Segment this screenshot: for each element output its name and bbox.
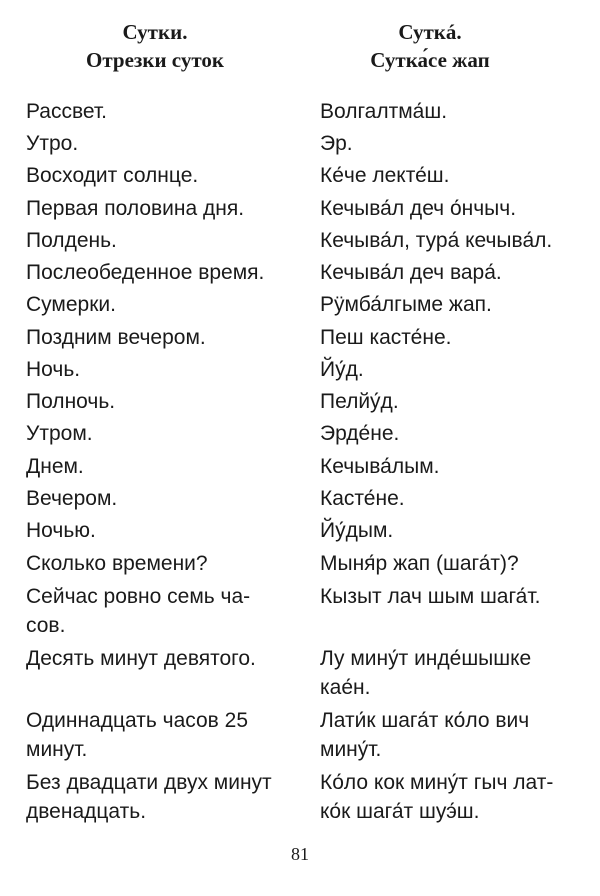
mari-phrase: Волгалтма́ш. bbox=[320, 100, 448, 123]
mari-phrase: Кечыва́л деч вара́. bbox=[320, 261, 502, 284]
mari-phrase: Ко́ло кок мину́т гыч лат- ко́к шага́т шуэ́ш. bbox=[320, 771, 554, 823]
russian-phrase: Утром. bbox=[26, 422, 93, 445]
russian-phrase: Утро. bbox=[26, 132, 79, 155]
russian-phrase: Без двадцати двух минут двенадцать. bbox=[26, 771, 272, 823]
russian-phrase: Сейчас ровно семь ча- сов. bbox=[26, 585, 251, 637]
mari-phrase: Касте́не. bbox=[320, 487, 405, 510]
russian-phrase: Вечером. bbox=[26, 487, 118, 510]
mari-phrase: Лати́к шага́т ко́ло вич мину́т. bbox=[320, 709, 530, 761]
russian-heading-title: Сутки. bbox=[122, 20, 188, 44]
mari-phrase: Кечыва́л, тура́ кечыва́л. bbox=[320, 229, 553, 252]
russian-phrase: Ночь. bbox=[26, 358, 81, 381]
mari-heading-title: Суткá. bbox=[398, 20, 462, 44]
russian-phrase: Десять минут девятого. bbox=[26, 647, 256, 670]
russian-phrase: Одиннадцать часов 25 минут. bbox=[26, 709, 249, 761]
mari-phrase: Кечыва́лым. bbox=[320, 455, 440, 478]
mari-heading-subtitle: Сутка́се жап bbox=[370, 48, 490, 72]
russian-column-header bbox=[40, 18, 270, 74]
russian-phrase: Сумерки. bbox=[26, 293, 116, 316]
russian-phrase: Ночью. bbox=[26, 519, 96, 542]
russian-phrase: Полночь. bbox=[26, 390, 116, 413]
mari-phrase: Йу́дым. bbox=[320, 519, 394, 542]
russian-heading-subtitle: Отрезки суток bbox=[86, 48, 224, 72]
mari-phrase: Кызыт лач шым шага́т. bbox=[320, 585, 541, 608]
mari-phrase: Лу мину́т инде́шышке кае́н. bbox=[320, 647, 532, 699]
russian-phrase: Днем. bbox=[26, 455, 84, 478]
mari-phrase: Ке́че лекте́ш. bbox=[320, 164, 450, 187]
mari-column-header bbox=[300, 18, 560, 74]
mari-phrase: Эрде́не. bbox=[320, 422, 400, 445]
mari-phrase: Кечыва́л деч о́нчыч. bbox=[320, 197, 517, 220]
mari-phrase: Мыня́р жап (шага́т)? bbox=[320, 552, 519, 575]
page-number: 81 bbox=[291, 844, 309, 864]
mari-phrase: Рӱмба́лгыме жап. bbox=[320, 293, 492, 316]
russian-phrase: Первая половина дня. bbox=[26, 197, 245, 220]
mari-phrase: Пелйу́д. bbox=[320, 390, 399, 413]
russian-phrase: Сколько времени? bbox=[26, 552, 208, 575]
russian-phrase: Восходит солнце. bbox=[26, 164, 199, 187]
mari-phrase: Пеш касте́не. bbox=[320, 326, 452, 349]
russian-phrase: Рассвет. bbox=[26, 100, 108, 123]
russian-phrase: Поздним вечером. bbox=[26, 326, 206, 349]
russian-phrase: Послеобеденное время. bbox=[26, 261, 265, 284]
mari-phrase: Эр. bbox=[320, 132, 353, 155]
mari-phrase: Йу́д. bbox=[320, 358, 364, 381]
russian-phrase: Полдень. bbox=[26, 229, 117, 252]
